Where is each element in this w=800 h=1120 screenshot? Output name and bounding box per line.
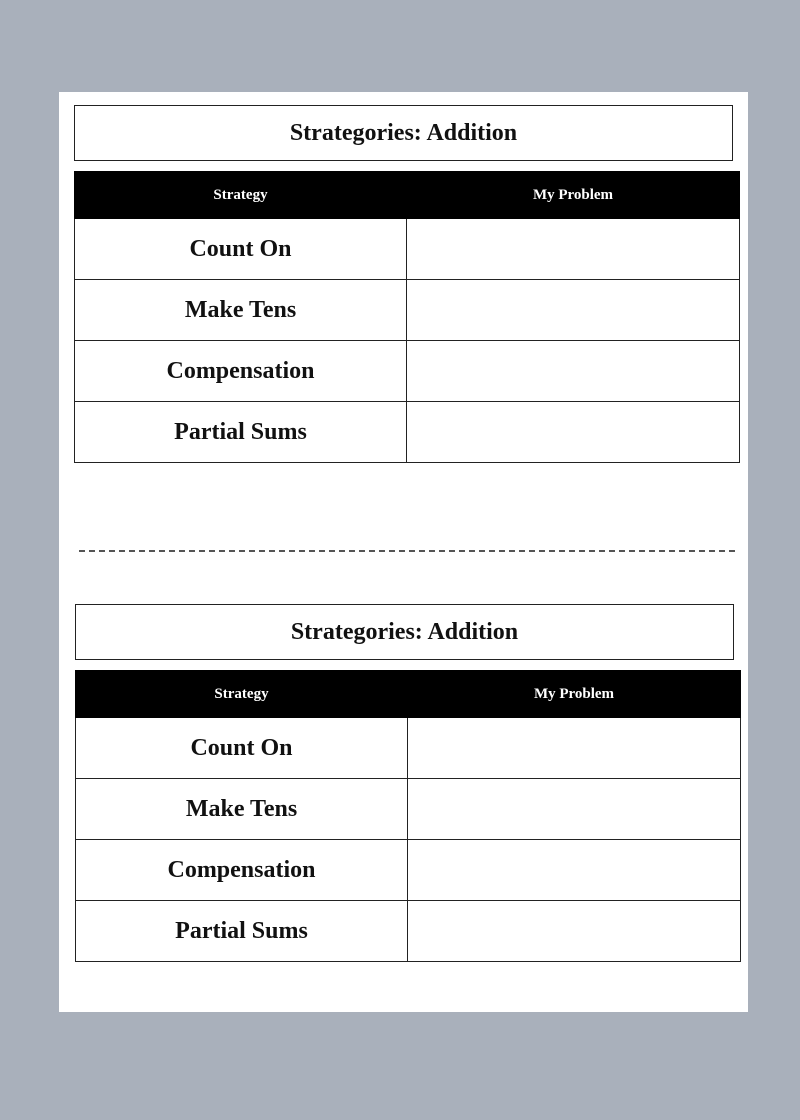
worksheet-page bbox=[59, 92, 748, 1012]
cut-line bbox=[79, 550, 735, 552]
table-header-row bbox=[76, 671, 741, 718]
table-row bbox=[76, 718, 741, 779]
table-row bbox=[75, 280, 740, 341]
strategy-cell: Compensation bbox=[76, 840, 408, 901]
problem-cell[interactable] bbox=[407, 219, 740, 280]
header-my-problem: My Problem bbox=[407, 172, 740, 219]
table-row bbox=[75, 341, 740, 402]
worksheet-title: Strategories: Addition bbox=[74, 105, 733, 161]
strategy-cell: Count On bbox=[76, 718, 408, 779]
strategy-cell: Make Tens bbox=[76, 779, 408, 840]
problem-cell[interactable] bbox=[408, 718, 741, 779]
worksheet-bottom bbox=[75, 604, 740, 962]
header-strategy: Strategy bbox=[76, 671, 408, 718]
table-row bbox=[75, 402, 740, 463]
problem-cell[interactable] bbox=[408, 779, 741, 840]
strategy-table bbox=[75, 670, 741, 962]
table-row bbox=[76, 840, 741, 901]
strategy-table bbox=[74, 171, 740, 463]
problem-cell[interactable] bbox=[407, 341, 740, 402]
table-header-row bbox=[75, 172, 740, 219]
table-row bbox=[75, 219, 740, 280]
strategy-cell: Compensation bbox=[75, 341, 407, 402]
problem-cell[interactable] bbox=[407, 280, 740, 341]
worksheet-title: Strategories: Addition bbox=[75, 604, 734, 660]
problem-cell[interactable] bbox=[408, 901, 741, 962]
strategy-cell: Make Tens bbox=[75, 280, 407, 341]
strategy-cell: Partial Sums bbox=[75, 402, 407, 463]
problem-cell[interactable] bbox=[408, 840, 741, 901]
strategy-cell: Count On bbox=[75, 219, 407, 280]
table-row bbox=[76, 779, 741, 840]
worksheet-top bbox=[74, 105, 739, 463]
strategy-cell: Partial Sums bbox=[76, 901, 408, 962]
header-strategy: Strategy bbox=[75, 172, 407, 219]
table-row bbox=[76, 901, 741, 962]
header-my-problem: My Problem bbox=[408, 671, 741, 718]
problem-cell[interactable] bbox=[407, 402, 740, 463]
